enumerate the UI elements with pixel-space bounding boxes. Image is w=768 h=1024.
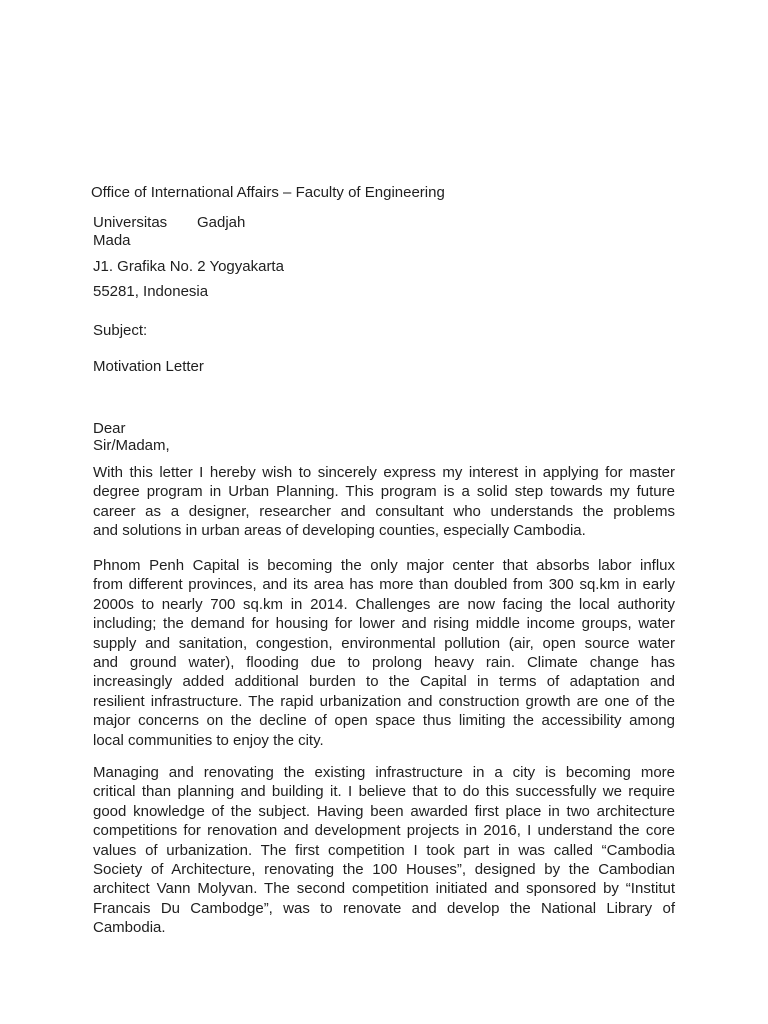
salutation-line-2: Sir/Madam,	[93, 437, 170, 454]
paragraph-line: good knowledge of the subject. Having been awarded first place in two architecture	[93, 802, 675, 820]
salutation	[93, 420, 170, 454]
paragraph-line: major concerns on the decline of open space thus limiting the accessibility among	[93, 712, 675, 730]
paragraph-line: Cambodia.	[93, 919, 166, 937]
subject-value: Motivation Letter	[93, 358, 204, 375]
address-street: J1. Grafika No. 2 Yogyakarta	[93, 258, 284, 275]
paragraph-line: Managing and renovating the existing infrastructure in a city is becoming more	[93, 764, 675, 781]
paragraph-line: 2000s to nearly 700 sq.km in 2014. Challenges are now facing the local authority	[93, 595, 675, 613]
paragraph-line: including; the demand for housing for lower and rising middle income groups, water	[93, 615, 675, 633]
paragraph-line: and solutions in urban areas of developing counties, especially Cambodia.	[93, 522, 586, 540]
paragraph-line: from different provinces, and its area has more than doubled from 300 sq.km in early	[93, 576, 675, 594]
paragraph-line: supply and sanitation, congestion, environmental pollution (air, open source water	[93, 634, 675, 652]
paragraph-line: Phnom Penh Capital is becoming the only major center that absorbs labor influx	[93, 557, 675, 574]
paragraph-line: career as a designer, researcher and consultant who understands the problems	[93, 502, 675, 520]
paragraph-line: Society of Architecture, renovating the 100 Houses”, designed by the Cambodian	[93, 861, 675, 879]
address-postal: 55281, Indonesia	[93, 283, 209, 300]
paragraph-experience	[93, 763, 675, 938]
paragraph-line: and ground water), flooding due to prolong heavy rain. Climate change has	[93, 654, 675, 672]
paragraph-line: increasingly added additional burden to the Capital in terms of adaptation and	[93, 673, 675, 691]
paragraph-context	[93, 556, 675, 750]
paragraph-line: architect Vann Molyvan. The second competition initiated and sponsored by “Institut	[93, 880, 675, 898]
paragraph-intro	[93, 463, 675, 541]
university-word-2: Gadjah	[197, 214, 246, 231]
salutation-line-1: Dear	[93, 420, 126, 437]
paragraph-line: competitions for renovation and development projects in 2016, I understand the core	[93, 822, 675, 840]
university-word-1: Universitas	[93, 214, 168, 231]
paragraph-line: values of urbanization. The first competition I took part in was called “Cambodia	[93, 841, 675, 859]
subject-label: Subject:	[93, 322, 148, 339]
office-line: Office of International Affairs – Faculty of Engineering	[91, 184, 445, 201]
university-word-3: Mada	[93, 232, 131, 249]
paragraph-line: degree program in Urban Planning. This program is a solid step towards my future	[93, 483, 675, 501]
paragraph-line: local communities to enjoy the city.	[93, 731, 324, 749]
paragraph-line: Francais Du Cambodge”, was to renovate and develop the National Library of	[93, 899, 675, 917]
paragraph-line: critical than planning and building it. I believe that to do this successfully we require	[93, 783, 675, 801]
paragraph-line: resilient infrastructure. The rapid urbanization and construction growth are one of the	[93, 692, 675, 710]
paragraph-line: With this letter I hereby wish to sincerely express my interest in applying for master	[93, 464, 675, 481]
